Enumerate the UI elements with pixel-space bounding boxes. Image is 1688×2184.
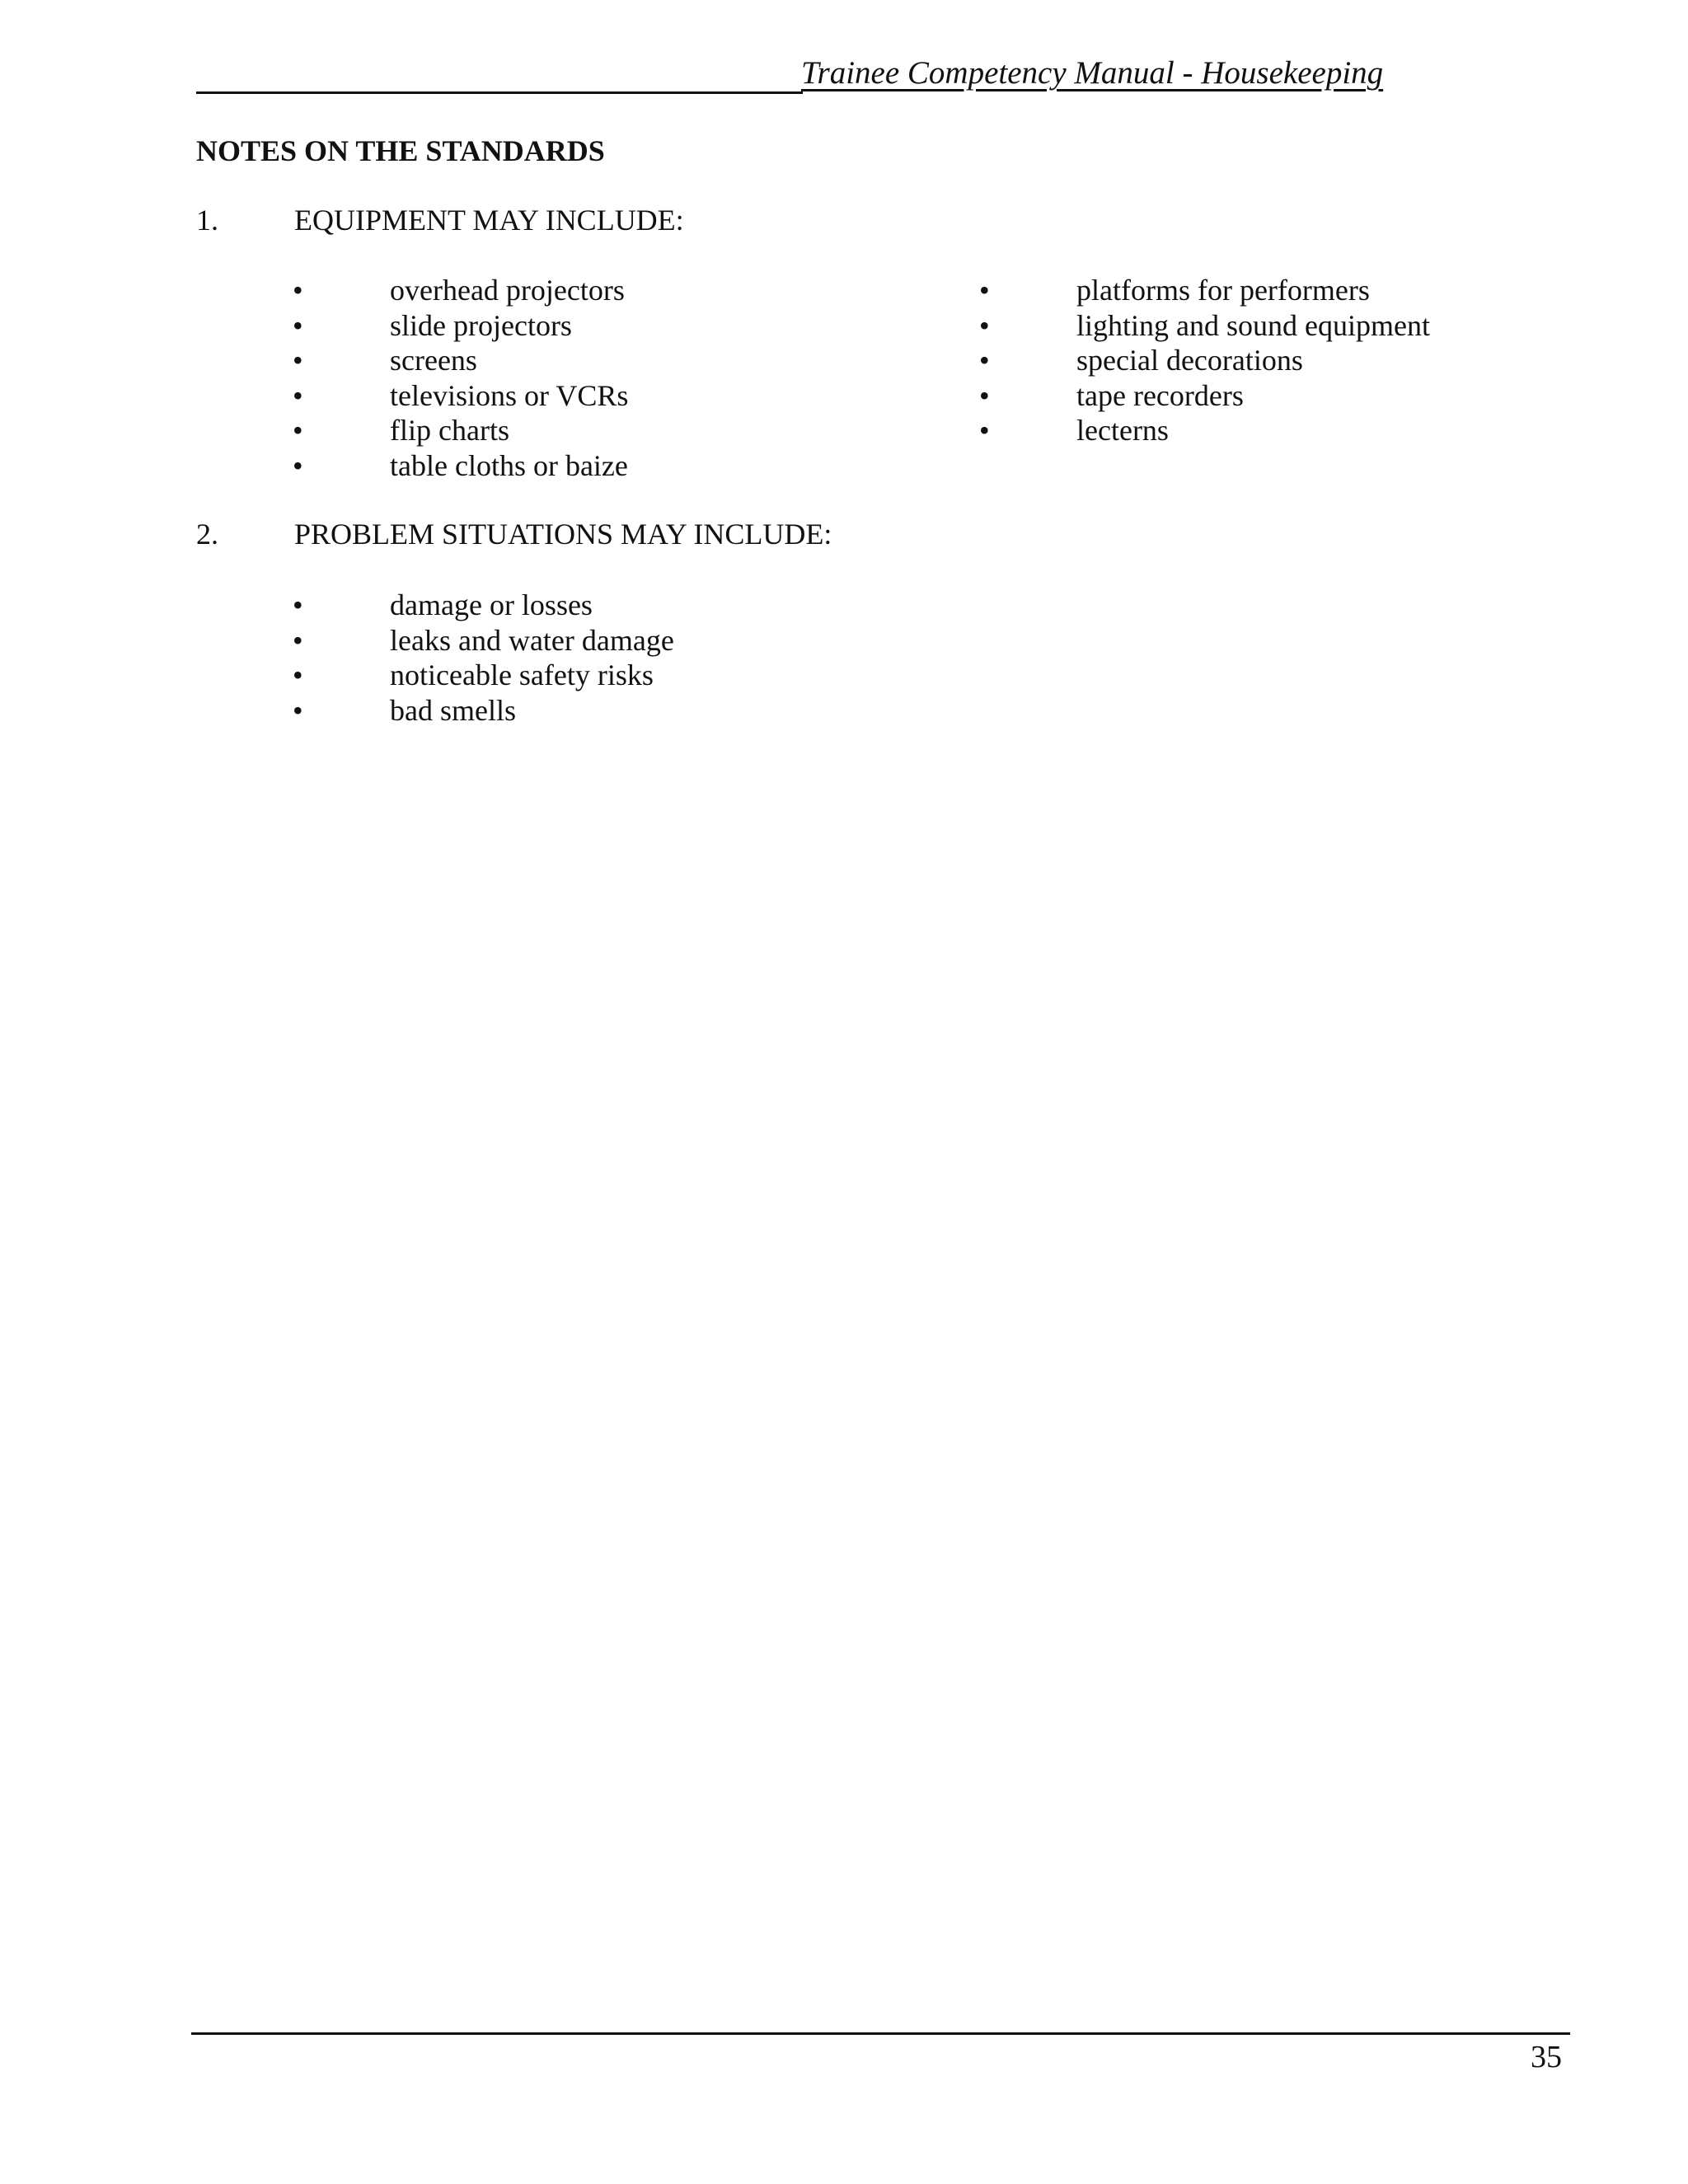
section-2-number: 2. [196,518,218,551]
bullet-icon: • [979,414,990,447]
bullet-icon: • [979,378,990,412]
section-heading: NOTES ON THE STANDARDS [196,134,605,167]
section-1-title: EQUIPMENT MAY INCLUDE: [294,204,684,237]
bullet-icon: • [979,308,990,342]
bullet-icon: • [293,308,303,342]
bullet-icon: • [293,414,303,447]
section-2-title: PROBLEM SITUATIONS MAY INCLUDE: [294,518,832,551]
list-item-text: tape recorders [1076,378,1244,412]
header-rule [196,91,803,94]
bullet-icon: • [293,658,303,691]
bullet-icon: • [293,588,303,621]
list-item-text: screens [390,344,477,377]
list-item-text: damage or losses [390,588,593,621]
list-item-text: lecterns [1076,414,1169,447]
list-item-text: table cloths or baize [390,448,628,482]
running-header-title: Trainee Competency Manual - Housekeeping [801,55,1384,91]
bullet-icon: • [293,274,303,307]
section-1-number: 1. [196,204,218,237]
list-item-text: noticeable safety risks [390,658,654,691]
bullet-icon: • [979,274,990,307]
list-item-text: lighting and sound equipment [1076,308,1430,342]
bullet-icon: • [293,378,303,412]
list-item-text: bad smells [390,693,516,727]
list-item-text: televisions or VCRs [390,378,629,412]
list-item-text: leaks and water damage [390,623,674,657]
bullet-icon: • [293,448,303,482]
bullet-icon: • [293,693,303,727]
list-item-text: flip charts [390,414,509,447]
list-item-text: overhead projectors [390,274,625,307]
list-item-text: special decorations [1076,344,1303,377]
list-item-text: platforms for performers [1076,274,1370,307]
page-number: 35 [1531,2040,1562,2074]
list-item-text: slide projectors [390,308,572,342]
footer-rule [191,2032,1570,2035]
bullet-icon: • [293,623,303,657]
bullet-icon: • [979,344,990,377]
bullet-icon: • [293,344,303,377]
